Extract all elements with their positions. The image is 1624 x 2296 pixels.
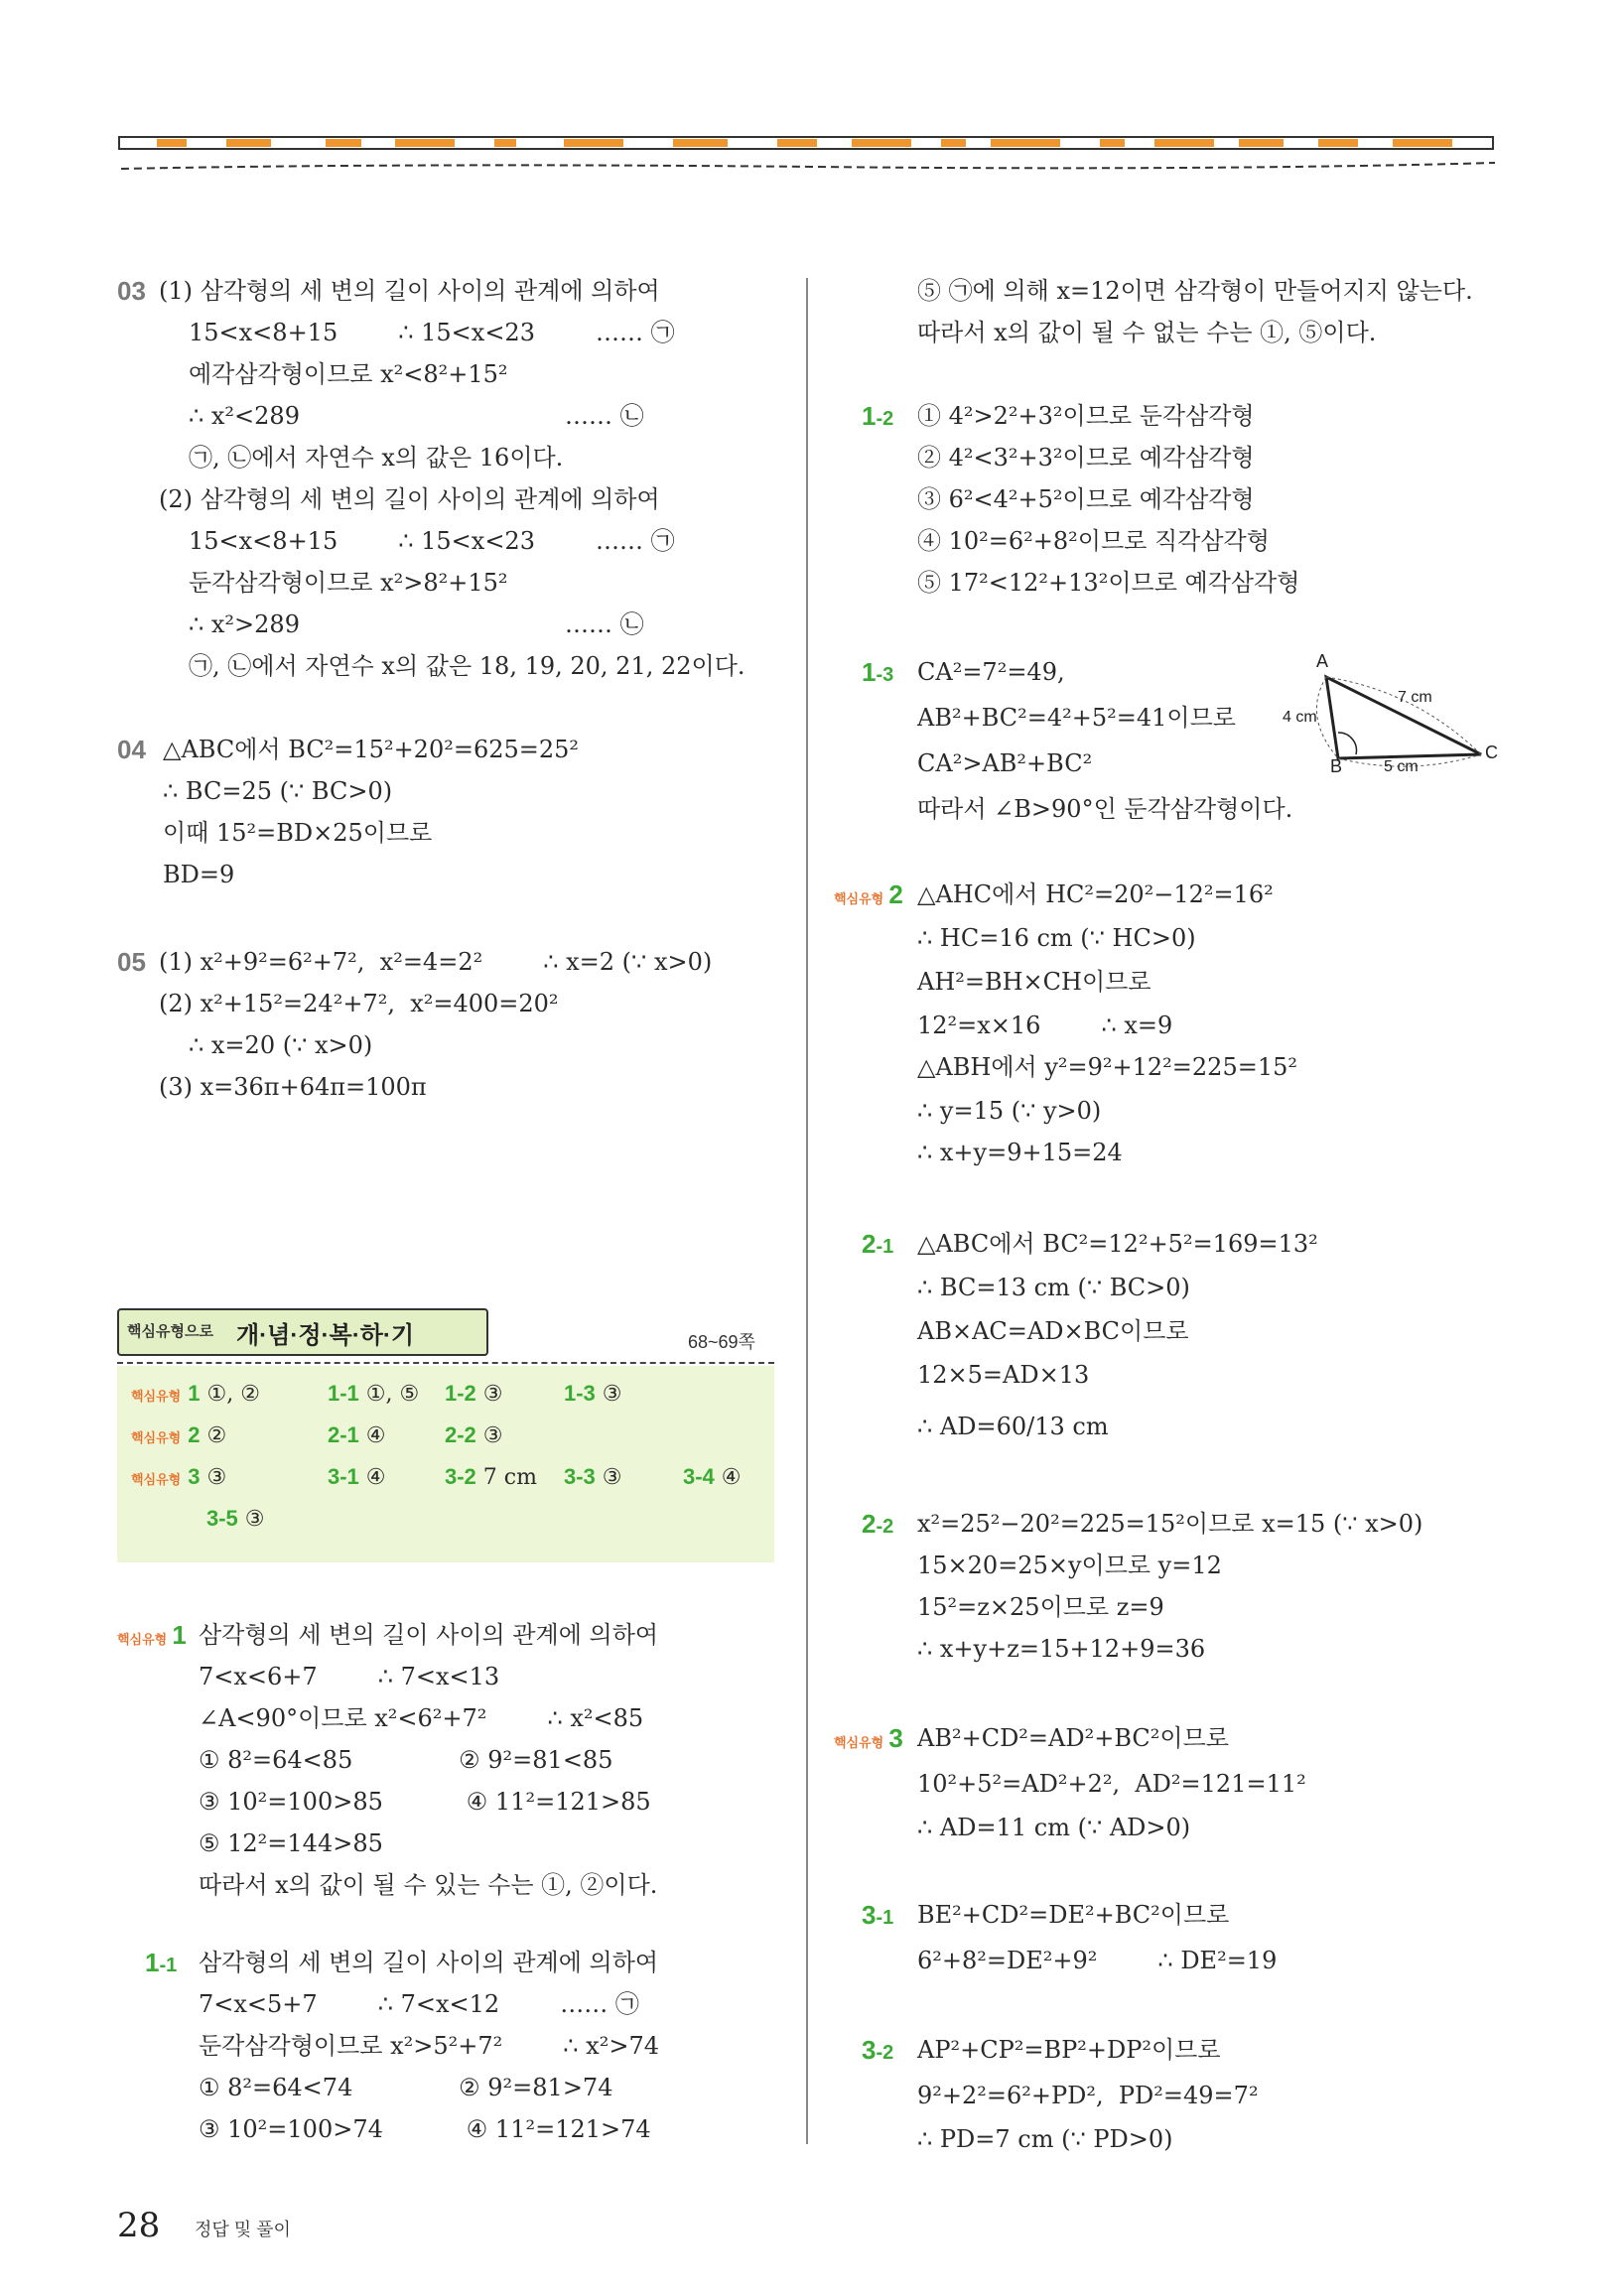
answer-item: 2-1 ④ [328,1422,386,1448]
problem-2-2-number: 2-2 [862,1509,894,1539]
problem-03-line: 둔각삼각형이므로 x²>8²+15² [189,569,508,597]
problem-1-2-line: ① 4²>2²+3²이므로 둔각삼각형 [917,402,1255,430]
answer-item: 1-1 ①, ⑤ [328,1381,420,1407]
problem-1-1-line: 7<x<5+7 ∴ 7<x<12 …… ㉠ [199,1990,639,2018]
problem-1-3-line: CA²>AB²+BC² [917,749,1093,777]
problem-05-number: 05 [117,947,146,977]
answer-box-title-main: 개·념·정·복·하·기 [236,1322,415,1349]
vertex-a-label: A [1316,651,1329,671]
key-type-3-line: AB²+CD²=AD²+BC²이므로 [917,1724,1229,1752]
problem-04-line: △ABC에서 BC²=15²+20²=625=25² [163,736,580,763]
answer-item: 1-3 ③ [564,1381,622,1407]
page-range-label: 68~69쪽 [688,1332,755,1352]
answer-item: 3-2 7 cm [445,1464,537,1490]
problem-1-3-line: CA²=7²=49, [917,658,1065,686]
problem-05-line: (1) x²+9²=6²+7², x²=4=2² ∴ x=2 (∵ x>0) [159,948,713,976]
key-type-1-line: ∠A<90°이므로 x²<6²+7² ∴ x²<85 [199,1704,644,1732]
column-divider [806,278,808,2144]
key-type-2-label: 핵심유형 2 [834,879,903,909]
answer-row: 핵심유형 3 ③ [131,1464,227,1490]
problem-04-line: ∴ BC=25 (∵ BC>0) [163,777,393,805]
problem-2-1-number: 2-1 [862,1229,894,1259]
side-ac-label: 7 cm [1398,689,1432,706]
answer-row: 핵심유형 2 ② [131,1422,227,1448]
problem-3-1-number: 3-1 [862,1900,894,1930]
key-type-1-line: 7<x<6+7 ∴ 7<x<13 [199,1663,500,1690]
problem-2-2-line: x²=25²−20²=225=15²이므로 x=15 (∵ x>0) [917,1510,1423,1538]
problem-3-2-line: AP²+CP²=BP²+DP²이므로 [917,2036,1221,2064]
problem-1-1-line: ① 8²=64<74 ② 9²=81>74 [199,2074,613,2101]
problem-2-2-line: ∴ x+y+z=15+12+9=36 [917,1635,1206,1663]
problem-03-line: (1) 삼각형의 세 변의 길이 사이의 관계에 의하여 [159,277,660,305]
page-number: 28 [117,2206,161,2245]
problem-03-line: (2) 삼각형의 세 변의 길이 사이의 관계에 의하여 [159,485,660,513]
problem-04-line: 이때 15²=BD×25이므로 [163,819,433,847]
side-bc-label: 5 cm [1384,758,1419,775]
key-type-2-line: △ABH에서 y²=9²+12²=225=15² [917,1053,1297,1081]
problem-2-2-line: 15×20=25×y이므로 y=12 [917,1552,1222,1579]
key-type-1-line: 따라서 x의 값이 될 수 있는 수는 ①, ②이다. [199,1871,658,1899]
key-type-2-line: ∴ x+y=9+15=24 [917,1139,1123,1166]
key-type-1-label: 핵심유형 1 [117,1620,187,1650]
key-type-1-line: ⑤ 12²=144>85 [199,1829,383,1857]
problem-1-3-number: 1-3 [862,657,894,687]
problem-03-line: ∴ x²>289 …… ㉡ [189,610,644,638]
answer-summary-box [117,1308,774,1562]
problem-2-1-line: ∴ AD=60/13 cm [917,1413,1109,1440]
key-type-3-label: 핵심유형 3 [834,1723,903,1753]
problem-2-1-line: ∴ BC=13 cm (∵ BC>0) [917,1274,1190,1301]
problem-04-number: 04 [117,735,146,764]
triangle-figure [1283,651,1505,784]
problem-3-1-line: 6²+8²=DE²+9² ∴ DE²=19 [917,1947,1278,1974]
key-type-1-line: ① 8²=64<85 ② 9²=81<85 [199,1746,613,1774]
answer-row: 핵심유형 1 ①, ② [131,1381,260,1407]
problem-05-line: (2) x²+15²=24²+7², x²=400=20² [159,990,559,1017]
problem-1-3-line: 따라서 ∠B>90°인 둔각삼각형이다. [917,795,1293,823]
key-type-3-line: ∴ AD=11 cm (∵ AD>0) [917,1814,1191,1841]
problem-03-line: 15<x<8+15 ∴ 15<x<23 …… ㉠ [189,527,675,555]
answer-box-dashed-rule [117,1362,774,1364]
answer-item: 2-2 ③ [445,1422,503,1448]
problem-05-line: ∴ x=20 (∵ x>0) [189,1031,373,1059]
problem-1-1-line: 삼각형의 세 변의 길이 사이의 관계에 의하여 [199,1949,659,1976]
problem-3-1-line: BE²+CD²=DE²+BC²이므로 [917,1901,1230,1929]
problem-03-line: ∴ x²<289 …… ㉡ [189,402,644,430]
answer-item: 3-5 ③ [206,1506,265,1532]
obtuse-angle-arc [1338,733,1356,754]
problem-05-line: (3) x=36π+64π=100π [159,1073,427,1101]
key-type-2-line: △AHC에서 HC²=20²−12²=16² [917,880,1274,908]
continued-line: 따라서 x의 값이 될 수 없는 수는 ①, ⑤이다. [917,319,1377,346]
side-ab-label: 4 cm [1283,709,1317,726]
key-type-2-line: ∴ HC=16 cm (∵ HC>0) [917,924,1196,952]
problem-1-1-number: 1-1 [145,1948,178,1977]
key-type-1-line: 삼각형의 세 변의 길이 사이의 관계에 의하여 [199,1621,659,1649]
header-ruler-graphic [117,133,1499,193]
key-type-2-line: AH²=BH×CH이므로 [917,968,1151,996]
problem-2-1-line: △ABC에서 BC²=12²+5²=169=13² [917,1230,1318,1258]
problem-1-2-line: ② 4²<3²+3²이므로 예각삼각형 [917,444,1255,472]
vertex-c-label: C [1485,743,1498,762]
problem-03-line: 예각삼각형이므로 x²<8²+15² [189,360,508,388]
continued-line: ⑤ ㉠에 의해 x=12이면 삼각형이 만들어지지 않는다. [917,277,1473,305]
problem-2-1-line: 12×5=AD×13 [917,1361,1090,1389]
problem-1-2-line: ⑤ 17²<12²+13²이므로 예각삼각형 [917,569,1300,597]
problem-1-2-line: ③ 6²<4²+5²이므로 예각삼각형 [917,485,1255,513]
problem-3-2-number: 3-2 [862,2035,894,2065]
problem-1-3-line: AB²+BC²=4²+5²=41이므로 [917,704,1236,732]
problem-2-1-line: AB×AC=AD×BC이므로 [917,1317,1189,1345]
problem-03-line: ㉠, ㉡에서 자연수 x의 값은 16이다. [189,444,564,472]
key-type-3-line: 10²+5²=AD²+2², AD²=121=11² [917,1770,1306,1798]
answer-item: 3-1 ④ [328,1464,386,1490]
vertex-b-label: B [1330,756,1343,776]
section-title: 정답 및 풀이 [195,2220,291,2239]
answer-item: 3-4 ④ [683,1464,742,1490]
answer-box-title-prefix: 핵심유형으로 [127,1323,213,1340]
key-type-2-line: 12²=x×16 ∴ x=9 [917,1012,1173,1039]
problem-1-1-line: ③ 10²=100>74 ④ 11²=121>74 [199,2115,651,2143]
header-ruler [117,133,1499,193]
answer-item: 1-2 ③ [445,1381,503,1407]
problem-03-line: ㉠, ㉡에서 자연수 x의 값은 18, 19, 20, 21, 22이다. [189,652,745,680]
problem-1-1-line: 둔각삼각형이므로 x²>5²+7² ∴ x²>74 [199,2032,659,2060]
problem-3-2-line: ∴ PD=7 cm (∵ PD>0) [917,2125,1173,2153]
key-type-1-line: ③ 10²=100>85 ④ 11²=121>85 [199,1788,651,1816]
problem-03-line: 15<x<8+15 ∴ 15<x<23 …… ㉠ [189,319,675,346]
problem-03-number: 03 [117,276,146,306]
problem-1-2-number: 1-2 [862,401,894,431]
problem-04-line: BD=9 [163,861,235,888]
problem-2-2-line: 15²=z×25이므로 z=9 [917,1593,1164,1621]
problem-3-2-line: 9²+2²=6²+PD², PD²=49=7² [917,2082,1259,2109]
problem-1-2-line: ④ 10²=6²+8²이므로 직각삼각형 [917,527,1270,555]
answer-item: 3-3 ③ [564,1464,622,1490]
key-type-2-line: ∴ y=15 (∵ y>0) [917,1097,1102,1125]
